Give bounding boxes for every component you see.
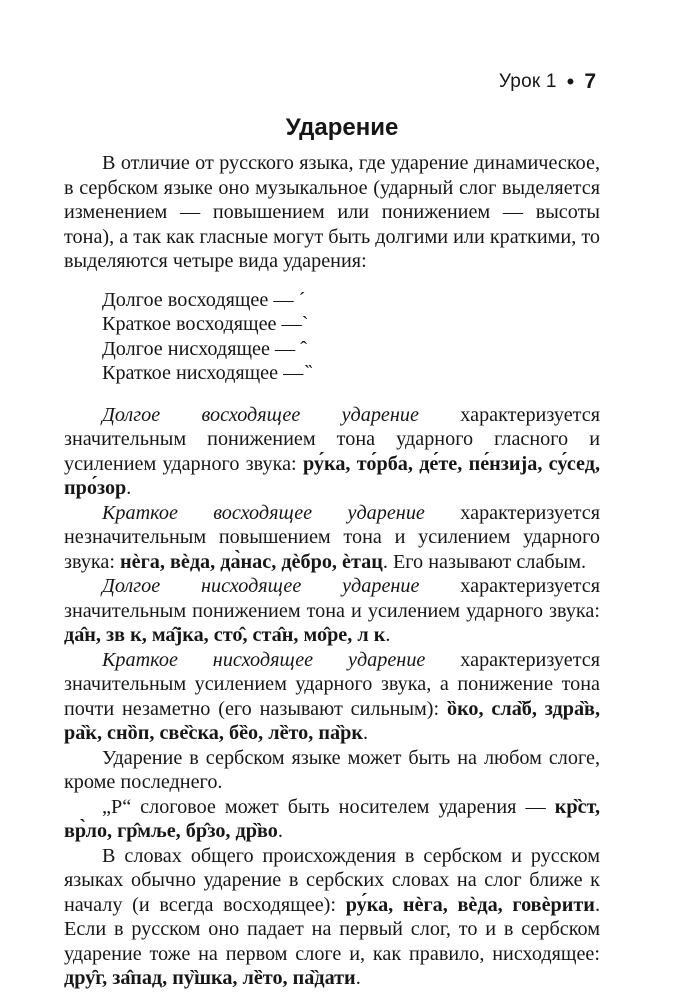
accent-type-item: Долгое восходящее — ´ [102,288,306,311]
paragraph-text: характеризуется значительным усилением ударного звука, а понижение тона почти незаметно (его называют сильным): [64,648,601,720]
examples: ȍко, сла̏б, здра̏в, ра̏к, снȍп, све̏ска, бȅо, лȅто, па̏рк [64,697,600,744]
term: Краткое восходящее ударение [102,501,425,524]
paragraph-tail: . [355,967,361,989]
accent-type-item: Долгое нисходящее — ˆ [102,337,307,360]
paragraph-tail: . [277,820,283,842]
paragraph-text: В словах общего происхождения в сербском и русском языках обычно ударение в сербских словах на слог ближе к началу (и всегда восходящее): [64,844,600,916]
term: Долгое нисходящее ударение [102,575,420,597]
header-separator: • [566,69,575,94]
paragraph-text: . Если в русском оно падает на первый слог, то и в сербском ударение тоже на первом слоге и, как правило, нисходящее: [64,893,600,965]
body-text [64,151,600,991]
examples: нѐга, вѐда, да̀нас, дѐбро, ѐтац [120,550,383,573]
examples: кр̏ст, вр̀ло, гр̂мље, бр̂зо, др̏во [64,795,600,842]
term: Долгое восходящее ударение [102,403,419,426]
paragraph-tail: . [362,722,368,744]
running-header [499,70,596,94]
long-falling-paragraph [64,574,600,648]
examples: да̂н, зв к, ма̂јка, сто̂, ста̂н, мо̂ре, л к [64,624,386,646]
lesson-label: Урок 1 [498,71,557,92]
accent-type-item: Краткое восходящее —` [102,313,309,335]
paragraph-tail: . [126,477,132,499]
term: Краткое нисходящее ударение [102,648,426,671]
accent-type-item: Краткое нисходящее — ̏ [102,362,309,384]
page-number: 7 [584,70,596,93]
long-rising-paragraph [64,403,600,501]
common-origin-paragraph [64,844,600,991]
section-title: Ударение [285,114,399,141]
paragraph-text: характеризуется значительным понижением тона ударного гласного и усилением ударного звука: [64,403,601,475]
paragraph-text: характеризуется незначительным повышением тона и усилением ударного звука: [64,501,600,573]
short-rising-paragraph [64,501,600,575]
paragraph-tail: . [385,624,391,646]
examples: ру́ка, то́рба, де́те, пе́нзија, су́сед, про́зор [64,452,600,499]
intro-paragraph: В отличие от русского языка, где ударение динамическое, в сербском языке оно музыкальное (ударный слог выделяется изменением — повышением или понижением — высоты тона), а так как гласные могут быть долгими или краткими, то выделяются четыре вида ударения: [64,152,600,272]
accent-types-list [64,288,600,386]
examples: дру̑г, за̂пад, пу̏шка, лȅто, па̏дати [64,967,356,989]
examples: ру́ка, нѐга, вѐда, говѐрити [345,893,595,916]
paragraph-text: характеризуется значительным понижением тона и усилением ударного звука: [64,575,600,622]
syllabic-r-paragraph [64,795,600,844]
any-syllable-paragraph: Ударение в сербском языке может быть на любом слоге, кроме последнего. [64,746,600,793]
paragraph-tail: . Его называют слабым. [382,550,587,573]
short-falling-paragraph [64,648,600,746]
paragraph-text: „Р“ слоговое может быть носителем ударения — [102,795,555,818]
